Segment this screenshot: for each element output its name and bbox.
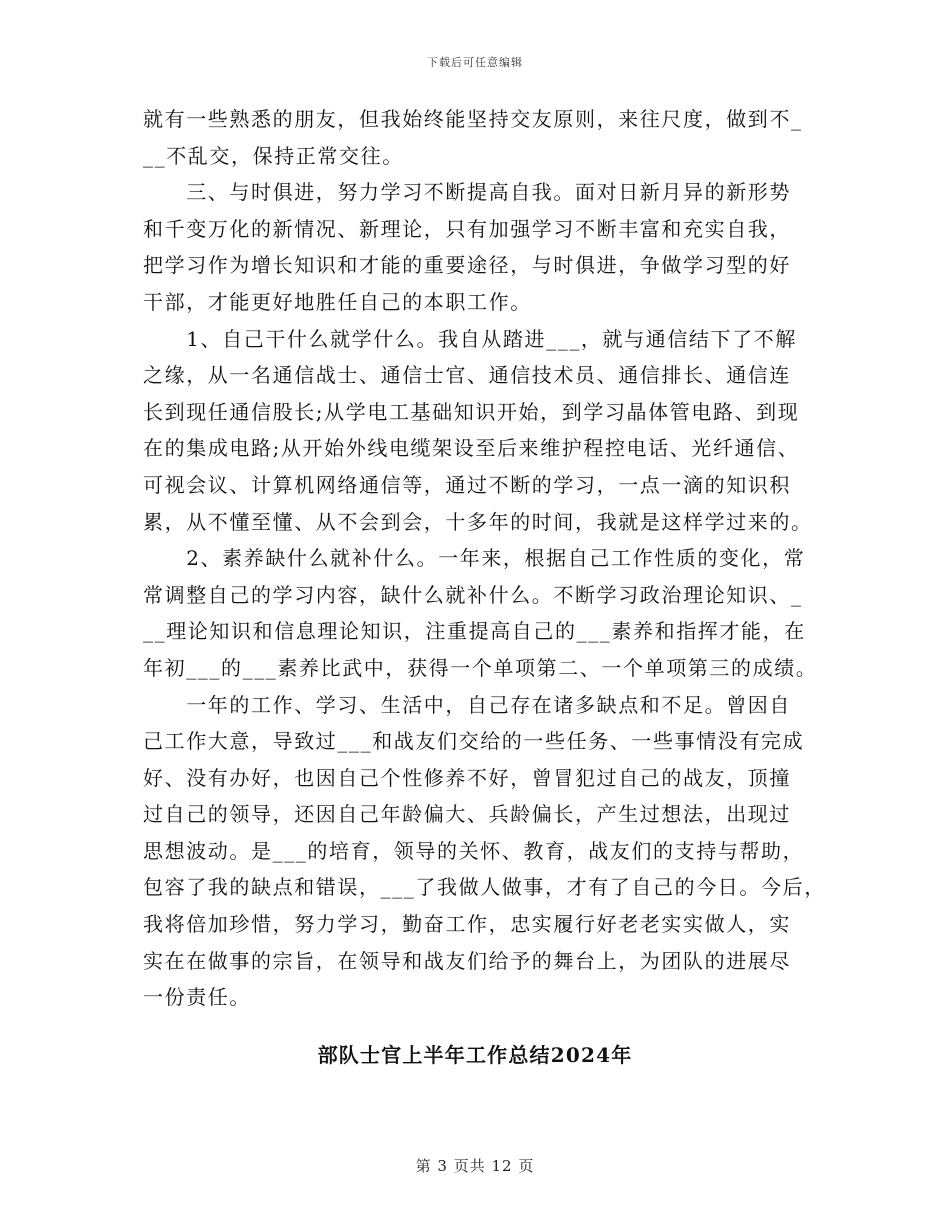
- body-line: 一年的工作、学习、生活中，自己存在诸多缺点和不足。曾因自: [143, 692, 791, 717]
- body-line: 好、没有办好，也因自己个性修养不好，曾冒犯过自己的战友，顶撞: [143, 765, 791, 790]
- page-footer: 第 3 页共 12 页: [415, 1157, 535, 1175]
- body-line: 累，从不懂至懂、从不会到会，十多年的时间，我就是这样学过来的。: [143, 509, 813, 534]
- body-line: 长到现任通信股长;从学电工基础知识开始，到学习晶体管电路、到现: [143, 399, 800, 424]
- body-line: 在的集成电路;从开始外线电缆架设至后来维护程控电话、光纤通信、: [143, 436, 800, 461]
- body-line: 就有一些熟悉的朋友，但我始终能坚持交友原则，来往尺度，做到不_: [143, 107, 803, 131]
- body-line: 把学习作为增长知识和才能的重要途径，与时俱进，争做学习型的好: [143, 253, 791, 278]
- body-line: 和千变万化的新情况、新理论，只有加强学习不断丰富和充实自我，: [143, 216, 791, 241]
- body-line: 1、自己干什么就学什么。我自从踏进___，就与通信结下了不解: [143, 326, 797, 351]
- body-line: 可视会议、计算机网络通信等，通过不断的学习，一点一滴的知识积: [143, 472, 791, 497]
- body-line: __理论知识和信息理论知识，注重提高自己的___素养和指挥才能，在: [143, 619, 806, 644]
- document-body: [143, 101, 833, 1016]
- body-line: __不乱交，保持正常交往。: [143, 143, 404, 168]
- section-title: 部队士官上半年工作总结2024年: [317, 1043, 633, 1067]
- body-line: 干部，才能更好地胜任自己的本职工作。: [143, 289, 532, 314]
- body-line: 常调整自己的学习内容，缺什么就补什么。不断学习政治理论知识、_: [143, 582, 803, 607]
- body-line: 己工作大意，导致过___和战友们交给的一些任务、一些事情没有完成: [143, 729, 805, 754]
- body-line: 一份责任。: [143, 985, 251, 1010]
- body-line: 包容了我的缺点和错误，___了我做人做事，才有了自己的今日。今后，: [143, 875, 826, 900]
- body-line: 实在在做事的宗旨，在领导和战友们给予的舞台上，为团队的进展尽: [143, 948, 791, 973]
- body-line: 2、素养缺什么就补什么。一年来，根据自己工作性质的变化，常: [143, 546, 806, 571]
- page-header: 下载后可任意编辑: [427, 56, 523, 69]
- body-line: 年初___的___素养比武中，获得一个单项第二、一个单项第三的成绩。: [143, 655, 818, 680]
- body-line: 之缘，从一名通信战士、通信士官、通信技术员、通信排长、通信连: [143, 363, 791, 388]
- body-line: 思想波动。是___的培育，领导的关怀、教育，战友们的支持与帮助，: [143, 838, 805, 863]
- body-line: 我将倍加珍惜，努力学习，勤奋工作，忠实履行好老老实实做人，实: [143, 912, 791, 937]
- body-line: 三、与时俱进，努力学习不断提高自我。面对日新月异的新形势: [143, 180, 791, 205]
- body-line: 过自己的领导，还因自己年龄偏大、兵龄偏长，产生过想法，出现过: [143, 802, 791, 827]
